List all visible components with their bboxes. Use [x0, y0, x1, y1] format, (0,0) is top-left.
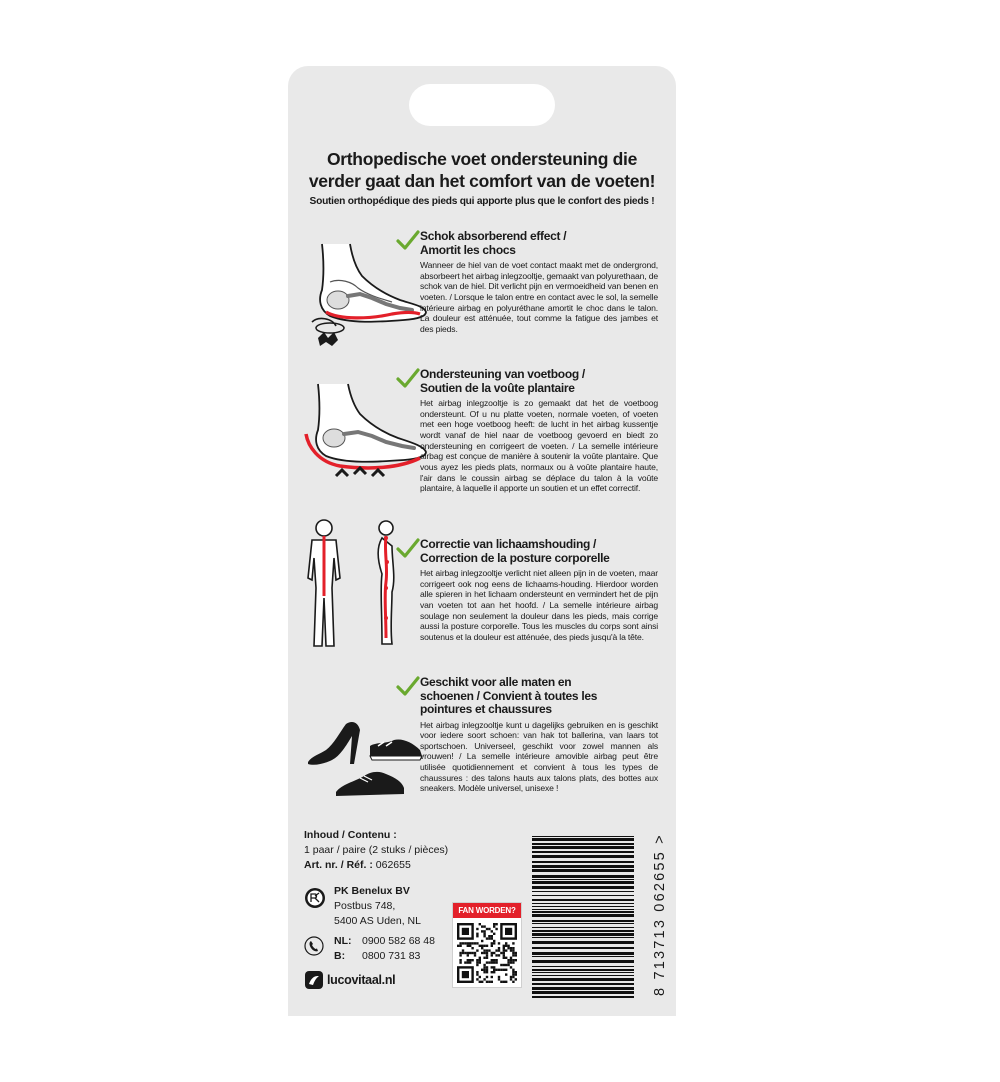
feature-posture-correction	[420, 538, 658, 643]
feature-heading: Geschikt voor alle maten en schoenen / Convient à toutes les pointures et chaussures	[420, 675, 598, 716]
feature-heading: Schok absorberend effect / Amortit les chocs	[420, 229, 567, 257]
feature-body: Het airbag inlegzooltje is zo gemaakt dat het de voetboog ondersteunt. Of u nu platte voeten, normale voeten, of voeten met een hoge voetboog heeft: de lucht in het airbag kussentje wordt vanaf de hiel naar de voetboog gevoerd en biedt zo ondersteuning en corrigeert de voeten. / La semelle intérieure airbag est conçue de manière à soutenir la voûte plantaire. Que vous ayez les pieds plats, normaux ou à voûte plantaire haute, l'air dans le coussin airbag se déplace du talon à la voûte plantaire, à laquelle il apporte un soutien et un effet correctif.	[420, 398, 658, 494]
company-name: PK Benelux BV	[334, 885, 410, 897]
company-address-line-2: 5400 AS Uden, NL	[334, 915, 421, 927]
feature-body: Het airbag inlegzooltje kunt u dagelijks gebruiken en is geschikt voor iedere soort schoen: van hak tot ballerina, van laars tot sportschoen. Universeel, geschikt voor zowel mannen als vrouwen! / La semelle intérieure amovible airbag peut être utilisée quotidiennement et convient à tous les types de chaussures : des talons hauts aux talons plats, des bottes aux sneakers. Modèle universel, unisexe !	[420, 719, 658, 794]
headline	[288, 148, 676, 192]
check-icon	[396, 538, 420, 558]
check-icon	[396, 230, 420, 250]
website-logo	[304, 970, 395, 990]
barcode-digits: 8 713713 062655 >	[652, 833, 668, 996]
company-address-line-1: Postbus 748,	[334, 900, 396, 912]
subheadline: Soutien orthopédique des pieds qui apporte plus que le confort des pieds !	[309, 196, 655, 207]
feature-body: Het airbag inlegzooltje verlicht niet alleen pijn in de voeten, maar corrigeert ook nog eens de lichaams-houding. Hierdoor worden alle spieren in het lichaam ondersteunt en vermindert het de pijn van voeten tot aan het hoofd. / La semelle intérieure airbag soulage non seulement la douleur dans les pieds, mais corrige aussi la posture corporelle. Tous les muscles du corps sont ainsi soutenus et la douleur est atténuée, des pieds jusqu'à la tête.	[420, 568, 658, 642]
pk-logo-icon	[304, 887, 326, 909]
barcode	[528, 832, 658, 1002]
heel-foot-icon	[300, 242, 430, 350]
shoes-icon	[306, 716, 424, 806]
feature-shock-absorbing	[420, 230, 658, 335]
feature-all-sizes	[420, 676, 658, 794]
qr-box	[452, 902, 522, 988]
qr-label: FAN WORDEN?	[453, 903, 521, 918]
headline-line-2: verder gaat dan het comfort van de voeten!	[308, 171, 656, 191]
phone-nl: 0900 582 68 48	[362, 935, 435, 947]
check-icon	[396, 676, 420, 696]
feature-heading: Ondersteuning van voetboog / Soutien de la voûte plantaire	[420, 367, 585, 395]
feature-body: Wanneer de hiel van de voet contact maakt met de ondergrond, absorbeert het airbag inlegzooltje, gemaakt van polyurethaan, de schok van de hiel. Dit verlicht pijn en vermoeidheid van benen en voeten. / Lorsque le talon entre en contact avec le sol, la semelle intérieure airbag en polyuréthane amortit le choc dans le talon. La douleur est atténuée, tout comme la fatigue des jambes et des pieds.	[420, 260, 658, 334]
check-icon	[396, 368, 420, 388]
package-contents: Inhoud / Contenu : 1 paar / paire (2 stuks / pièces) Art. nr. / Réf. : 062655	[304, 829, 449, 871]
qr-code	[457, 923, 517, 983]
lucovitaal-logo-icon	[304, 970, 324, 990]
feature-arch-support	[420, 368, 658, 494]
arch-foot-icon	[300, 382, 430, 486]
article-number: 062655	[375, 859, 411, 871]
phone-be: 0800 731 83	[362, 950, 421, 962]
website-url: lucovitaal.nl	[327, 973, 396, 987]
phone-icon	[304, 936, 324, 956]
headline-line-1: Orthopedische voet ondersteuning die	[326, 149, 638, 169]
package-back-card: Orthopedische voet ondersteuning die verder gaat dan het comfort van de voeten! Soutien orthopédique des pieds qui apporte plus que le confort des pieds ! Schok absorberend effect / Amortit les chocs Wanneer de hiel van de voet contact maakt met de ondergrond, absorbeert het airbag inlegzooltje, gemaakt van polyurethaan, de schok van de hiel. Dit verlicht pijn en vermoeidheid van benen en voeten. / Lorsque le talon entre en contact avec le sol, la semelle intérieure airbag en polyuréthane amortit le choc dans le talon. La douleur est atténuée, tout comme la fatigue des jambes et des pieds. Ondersteuning van voetboog / Soutien de la voûte plantaire Het airbag inlegzooltje is zo gemaakt dat het de voetboog ondersteunt. Of u nu platte voeten, normale voeten, of voeten met een hoge voetboog heeft: de lucht in het airbag kussentje wordt vanaf de hiel naar de voetboog gevoerd en biedt zo ondersteuning en corrigeert de voeten. / La semelle intérieure airbag est conçue de manière à soutenir la voûte plantaire. Que vous ayez les pieds plats, normaux ou à voûte plantaire haute, l'air dans le coussin airbag se déplace du talon à la voûte plantaire, à laquelle il apporte un soutien et un effet correctif. Correctie van lichaamshouding / Correction de la posture corporelle Het airbag inlegzooltje verlicht niet alleen pijn in de voeten, maar corrigeert ook nog eens de lichaams-houding. Hierdoor worden alle spieren in het lichaam ondersteunt en vermindert het de pijn van voeten tot aan het hoofd. / La semelle intérieure airbag soulage non seulement la douleur dans les pieds, mais corrige aussi la posture corporelle. Tous les muscles du corps sont ainsi soutenus et la douleur est atténuée, des pieds jusqu'à la tête. Geschikt voor alle maten en schoenen / Convient à toutes les pointures et chaussures Het airbag inlegzooltje kunt u dagelijks gebruiken en is geschikt voor iedere soort schoen: van hak tot ballerina, van laars tot sportschoen. Universeel, geschikt voor zowel mannen als vrouwen! / La semelle intérieure amovible airbag peut être utilisée quotidiennement et convient à tous les types de chaussures : des talons hauts aux talons plats, des bottes aux sneakers. Modèle universel, unisexe ! Inhoud / Contenu : 1 paar / paire (2 stuks / pièces) Art. nr. / Réf. : 062655 PK Benelux BV Postbus 748, 5400 AS Uden, NL NL: 0900 582 68 48 B: 0800 731 83 lucovitaal.nl FAN WORDEN? 8 713713 062655 >	[288, 66, 676, 1016]
feature-heading: Correctie van lichaamshouding / Correction de la posture corporelle	[420, 537, 610, 565]
hang-hole	[409, 84, 555, 126]
